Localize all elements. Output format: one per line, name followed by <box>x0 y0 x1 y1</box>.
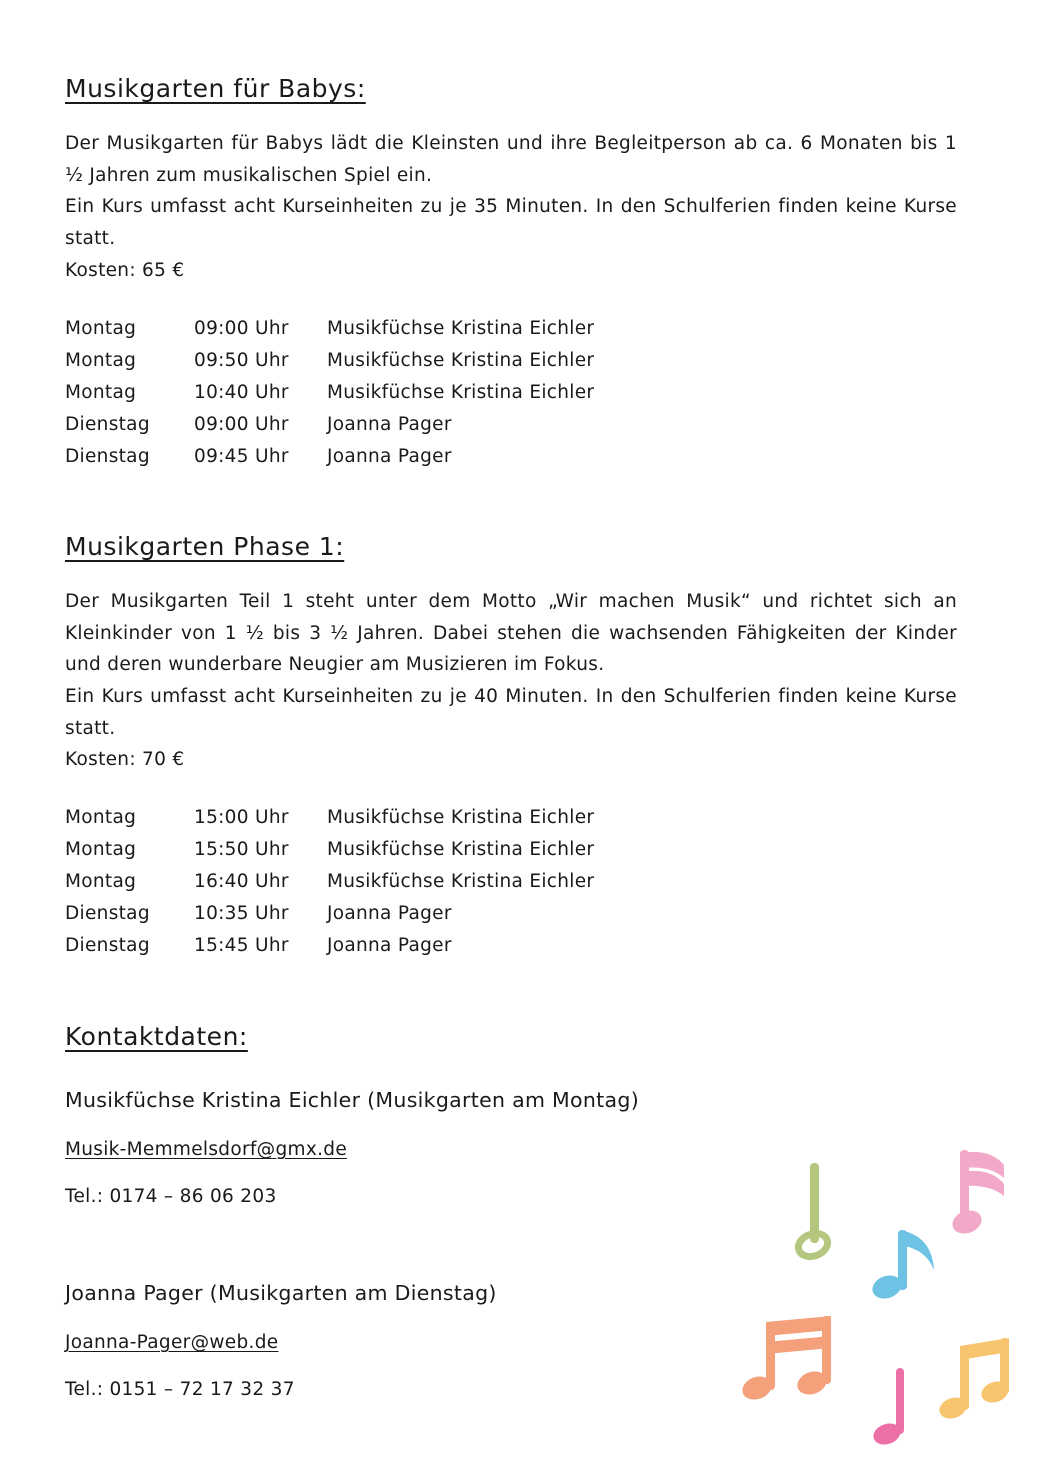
contact-person-2: Joanna Pager (Musikgarten am Dienstag) <box>65 1281 497 1305</box>
schedule-teacher: Musikfüchse Kristina Eichler <box>327 350 595 371</box>
orange-beamed-note-icon <box>739 1316 831 1403</box>
schedule-time: 10:40 Uhr <box>194 382 289 403</box>
schedule-day: Dienstag <box>65 446 150 467</box>
schedule-day: Montag <box>65 807 137 828</box>
schedule-teacher: Musikfüchse Kristina Eichler <box>327 839 595 860</box>
schedule-row <box>65 807 765 839</box>
email-link-2[interactable]: Joanna-Pager@web.de <box>65 1332 279 1353</box>
schedule-row <box>65 382 765 414</box>
section-heading-contact: Kontaktdaten: <box>65 1022 248 1051</box>
schedule-time: 09:00 Uhr <box>194 414 289 435</box>
section-heading-phase1: Musikgarten Phase 1: <box>65 532 345 561</box>
phase1-description: Der Musikgarten Teil 1 steht unter dem Motto „Wir machen Musik“ und richtet sich an Kleinkinder von 1 ½ bis 3 ½ Jahren. Dabei stehen die wachsenden Fähigkeiten der Kinder und deren wunderbare Neugier am Musizieren im Fokus. <box>65 591 957 676</box>
schedule-time: 15:50 Uhr <box>194 839 289 860</box>
schedule-day: Dienstag <box>65 935 150 956</box>
schedule-teacher: Musikfüchse Kristina Eichler <box>327 318 595 339</box>
schedule-time: 15:45 Uhr <box>194 935 289 956</box>
schedule-teacher: Joanna Pager <box>327 446 452 467</box>
schedule-row <box>65 318 765 350</box>
babys-description: Der Musikgarten für Babys lädt die Kleinsten und ihre Begleitperson ab ca. 6 Monaten bis 1 ½ Jahren zum musikalischen Spiel ein. <box>65 133 957 186</box>
section-heading-babys: Musikgarten für Babys: <box>65 74 366 103</box>
schedule-day: Montag <box>65 871 137 892</box>
schedule-day: Montag <box>65 318 137 339</box>
green-note-icon <box>795 1163 831 1260</box>
contact-phone-1: Tel.: 0174 – 86 06 203 <box>65 1186 277 1207</box>
schedule-teacher: Joanna Pager <box>327 903 452 924</box>
contact-phone-2: Tel.: 0151 – 72 17 32 37 <box>65 1379 295 1400</box>
schedule-day: Montag <box>65 350 137 371</box>
schedule-teacher: Musikfüchse Kristina Eichler <box>327 382 595 403</box>
schedule-day: Montag <box>65 382 137 403</box>
schedule-time: 15:00 Uhr <box>194 807 289 828</box>
schedule-day: Dienstag <box>65 414 150 435</box>
schedule-time: 09:45 Uhr <box>194 446 289 467</box>
yellow-beamed-note-icon <box>936 1338 1011 1422</box>
babys-course-info: Ein Kurs umfasst acht Kurseinheiten zu je 35 Minuten. In den Schulferien finden keine Kurse statt. <box>65 196 957 249</box>
phase1-course-info: Ein Kurs umfasst acht Kurseinheiten zu je 40 Minuten. In den Schulferien finden keine Kurse statt. <box>65 686 957 739</box>
schedule-teacher: Musikfüchse Kristina Eichler <box>327 871 595 892</box>
schedule-row <box>65 903 765 935</box>
schedule-time: 10:35 Uhr <box>194 903 289 924</box>
schedule-time: 16:40 Uhr <box>194 871 289 892</box>
schedule-row <box>65 935 765 967</box>
phase1-cost: Kosten: 70 € <box>65 749 185 770</box>
schedule-teacher: Musikfüchse Kristina Eichler <box>327 807 595 828</box>
schedule-day: Montag <box>65 839 137 860</box>
magenta-note-icon <box>870 1368 904 1448</box>
schedule-teacher: Joanna Pager <box>327 414 452 435</box>
schedule-row <box>65 839 765 871</box>
pink-note-icon <box>949 1150 1004 1237</box>
schedule-row <box>65 414 765 446</box>
schedule-row <box>65 446 765 478</box>
babys-cost: Kosten: 65 € <box>65 260 185 281</box>
contact-person-1: Musikfüchse Kristina Eichler (Musikgarten am Montag) <box>65 1088 639 1112</box>
schedule-day: Dienstag <box>65 903 150 924</box>
music-notes-illustration <box>735 1140 1025 1460</box>
schedule-row <box>65 350 765 382</box>
schedule-time: 09:00 Uhr <box>194 318 289 339</box>
schedule-row <box>65 871 765 903</box>
blue-note-icon <box>869 1230 934 1302</box>
schedule-teacher: Joanna Pager <box>327 935 452 956</box>
schedule-time: 09:50 Uhr <box>194 350 289 371</box>
email-link-1[interactable]: Musik-Memmelsdorf@gmx.de <box>65 1139 347 1160</box>
